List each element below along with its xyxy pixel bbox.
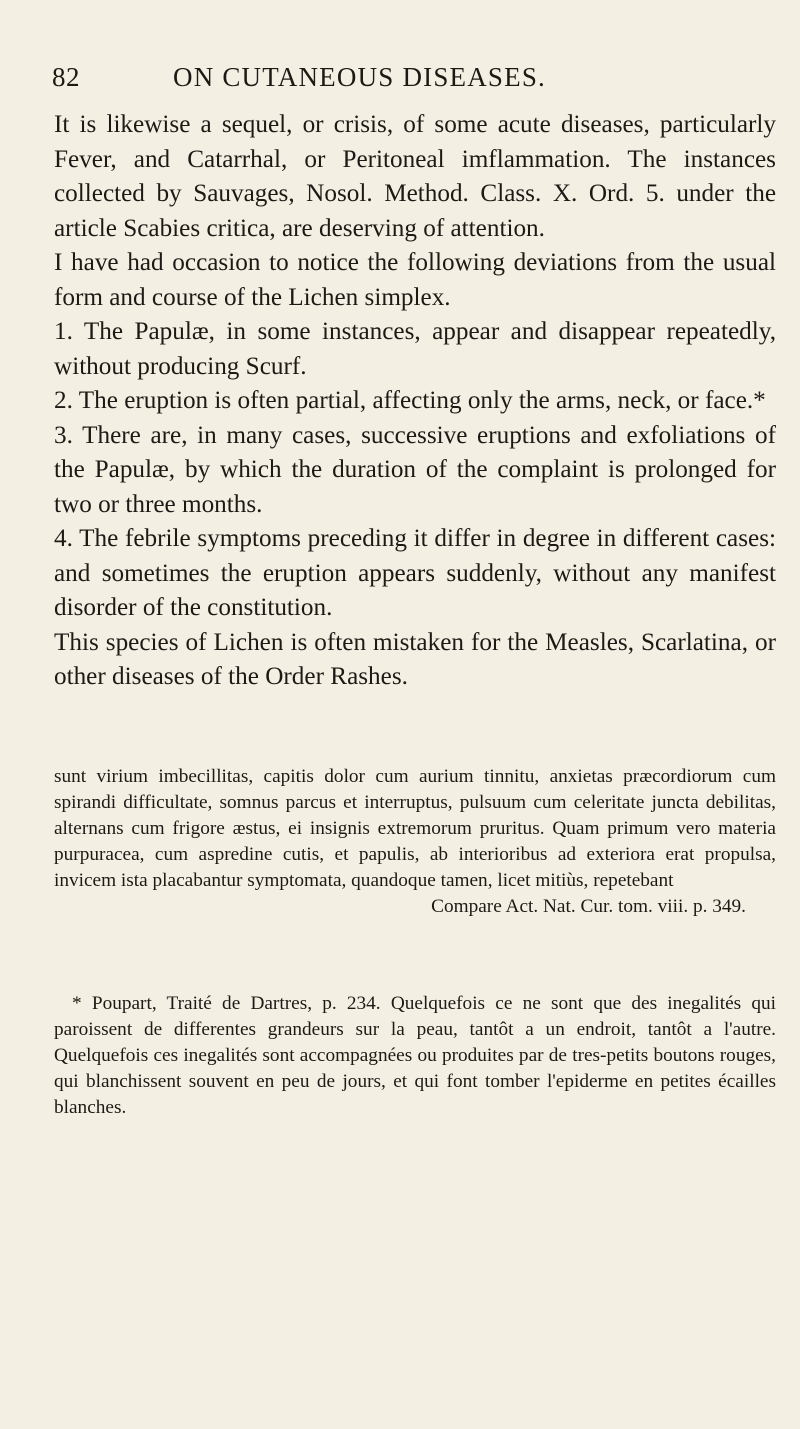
page-number: 82	[52, 62, 80, 92]
quotation-text: sunt virium imbecillitas, capitis dolor cum aurium tinnitu, anxietas præcordiorum cum spirandi difficultate, somnus parcus et interruptus, pulsuum cum celeritate juncta debilitas, alternans cum frigore æstus, ei insignis extremorum pruritus. Quam primum vero materia purpuracea, cum aspredine cutis, et papulis, ab interioribus ad exteriora erat propulsa, invicem ista placabantur symptomata, quandoque tamen, licet mitiùs, repetebant	[54, 766, 776, 892]
paragraph: I have had occasion to notice the following deviations from the usual form and course of the Lichen simplex.	[54, 249, 776, 311]
paragraph: This species of Lichen is often mistaken for the Measles, Scarlatina, or other diseases of the Order Rashes.	[54, 628, 776, 690]
footnote-text: * Poupart, Traité de Dartres, p. 234. Quelquefois ce ne sont que des inegalités qui paroissent de differentes grandeurs sur la peau, tantôt a un endroit, tantôt a l'autre. Quelquefois ces inegalités sont accompagnées ou produites par de tres-petits boutons rouges, qui blanchissent souvent en peu de jours, et qui font tomber l'epiderme en petites écailles blanches.	[54, 993, 776, 1119]
latin-quotation	[54, 764, 776, 921]
running-title: ON CUTANEOUS DISEASES.	[173, 62, 547, 92]
paragraph: 3. There are, in many cases, successive eruptions and exfoliations of the Papulæ, by which the duration of the complaint is prolonged for two or three months.	[54, 421, 776, 518]
paragraph: 2. The eruption is often partial, affecting only the arms, neck, or face.*	[54, 387, 766, 414]
page-header	[50, 62, 690, 102]
quotation-citation: Compare Act. Nat. Cur. tom. viii. p. 349.	[431, 896, 746, 918]
paragraph: 4. The febrile symptoms preceding it differ in degree in different cases: and sometimes the eruption appears suddenly, without any manifest disorder of the constitution.	[54, 525, 776, 621]
paragraph: It is likewise a sequel, or crisis, of some acute diseases, particularly Fever, and Catarrhal, or Peritoneal imflammation. The instances collected by Sauvages, Nosol. Method. Class. X. Ord. 5. under the article Scabies critica, are deserving of attention.	[54, 111, 776, 242]
main-text	[54, 108, 776, 695]
footnote	[54, 991, 776, 1121]
paragraph: 1. The Papulæ, in some instances, appear and disappear repeatedly, without producing Scurf.	[54, 318, 776, 380]
